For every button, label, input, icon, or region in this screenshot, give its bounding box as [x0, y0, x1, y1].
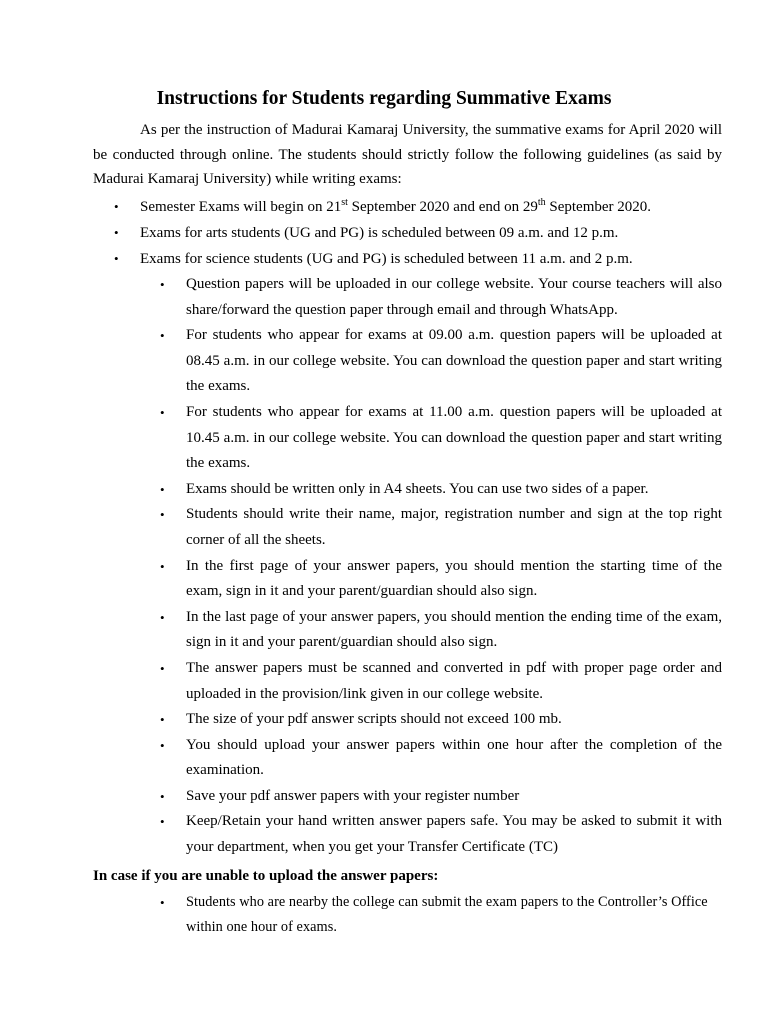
list-item-text: In the first page of your answer papers, you should mention the starting time of the exam, sign in it and your parent/guardian should also sign.: [186, 557, 722, 600]
list-item: [160, 400, 722, 477]
list-item-text: In the last page of your answer papers, you should mention the ending time of the exam, sign in it and your parent/guardian should also sign.: [186, 608, 722, 651]
list-item: [160, 890, 722, 940]
list-item: [160, 809, 722, 860]
exam-dates-text-start: Semester Exams will begin on 21: [140, 199, 342, 215]
list-item-text: Keep/Retain your hand written answer papers safe. You may be asked to submit it with your department, when you get your Transfer Certificate (TC): [186, 813, 722, 856]
bullet-icon: •: [160, 481, 165, 497]
bullet-icon: •: [160, 609, 165, 625]
exam-dates-text-end: September 2020.: [545, 199, 652, 215]
exam-dates-text-middle: September 2020 and end on 29: [347, 199, 538, 215]
list-item: [160, 554, 722, 605]
intro-paragraph: As per the instruction of Madurai Kamaraj University, the summative exams for April 2020 will be conducted through online. The students should strictly follow the following guidelines (as said by Madurai Kamaraj University) while writing exams:: [93, 122, 722, 187]
bullet-icon: •: [160, 328, 165, 344]
bullet-icon: •: [160, 712, 165, 728]
bullet-icon: •: [114, 251, 119, 266]
list-item: [160, 707, 722, 733]
bullet-icon: •: [160, 277, 165, 292]
list-item: [160, 323, 722, 400]
list-item-text: The size of your pdf answer scripts should not exceed 100 mb.: [186, 711, 562, 728]
bullet-icon: •: [160, 814, 165, 830]
bullet-icon: •: [160, 507, 165, 523]
list-item-text: Exams for science students (UG and PG) is scheduled between 11 a.m. and 2 p.m.: [140, 251, 633, 267]
list-item: [160, 784, 722, 810]
list-item: [160, 733, 722, 784]
list-item: [160, 656, 722, 707]
section-heading-upload-issue: In case if you are unable to upload the answer papers:: [93, 868, 439, 884]
list-item-text: Save your pdf answer papers with your register number: [186, 787, 520, 804]
bullet-icon: •: [160, 737, 165, 753]
bullet-icon: •: [160, 660, 165, 676]
bullet-icon: •: [160, 788, 165, 804]
list-item-text: You should upload your answer papers within one hour after the completion of the examination.: [186, 736, 722, 779]
list-item-science-schedule: [0, 246, 768, 272]
list-item: [160, 477, 722, 503]
list-item: [160, 605, 722, 656]
main-bullet-list: [0, 194, 768, 272]
upload-issue-bullet-list: [0, 890, 768, 940]
bullet-icon: •: [160, 404, 165, 420]
bullet-icon: •: [114, 225, 119, 240]
bullet-icon: •: [114, 199, 119, 214]
list-item-text: For students who appear for exams at 09.00 a.m. question papers will be uploaded at 08.45 a.m. in our college website. You can download the question paper and start writing the exams.: [186, 327, 722, 395]
bullet-icon: •: [160, 558, 165, 574]
list-item-exam-dates: [0, 194, 768, 220]
bullet-icon: •: [160, 895, 165, 910]
list-item: [160, 272, 722, 323]
page-title: Instructions for Students regarding Summative Exams: [156, 88, 612, 109]
list-item-text: Question papers will be uploaded in our college website. Your course teachers will also share/forward the question paper through email and through WhatsApp.: [186, 276, 722, 318]
list-item-text: Students who are nearby the college can submit the exam papers to the Controller’s Office within one hour of exams.: [186, 894, 708, 935]
list-item-text: The answer papers must be scanned and converted in pdf with proper page order and uploaded in the provision/link given in our college website.: [186, 659, 722, 702]
list-item: [160, 502, 722, 553]
superscript-st: st: [341, 197, 348, 208]
list-item-text: Exams should be written only in A4 sheets. You can use two sides of a paper.: [186, 480, 649, 497]
list-item-arts-schedule: [0, 220, 768, 246]
list-item-text: For students who appear for exams at 11.00 a.m. question papers will be uploaded at 10.45 a.m. in our college website. You can download the question paper and start writing the exams.: [186, 403, 722, 472]
superscript-th: th: [537, 197, 546, 208]
list-item-text: Exams for arts students (UG and PG) is scheduled between 09 a.m. and 12 p.m.: [140, 225, 619, 241]
guideline-bullet-list: [0, 272, 768, 861]
list-item-text: Students should write their name, major, registration number and sign at the top right corner of all the sheets.: [186, 506, 722, 548]
